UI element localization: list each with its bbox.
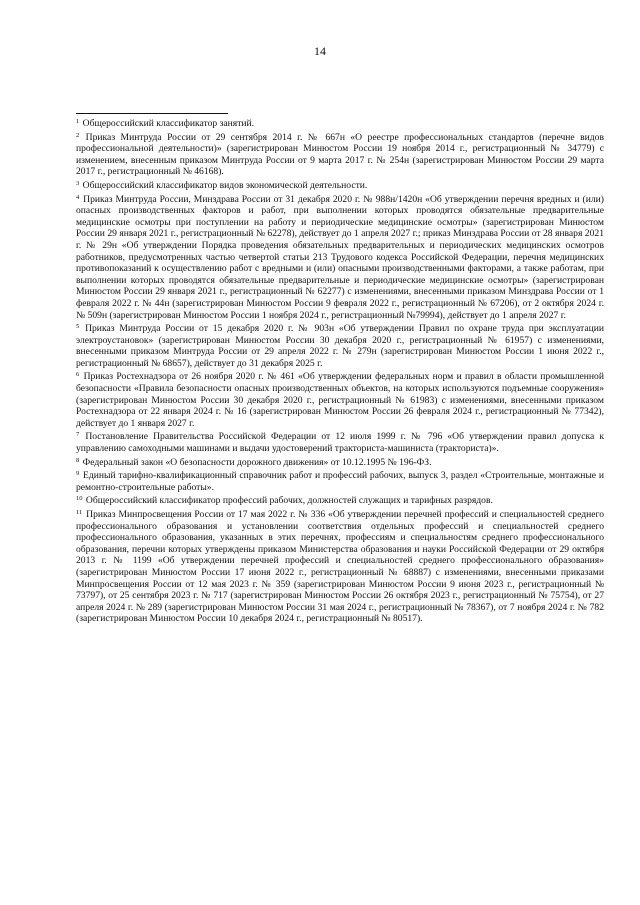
footnote xyxy=(76,431,604,454)
footnote-mark: 3 xyxy=(76,179,80,187)
footnote xyxy=(76,470,604,493)
footnote xyxy=(76,180,604,192)
footnote xyxy=(76,495,604,507)
footnote xyxy=(76,132,604,178)
footnote-mark: 4 xyxy=(76,193,80,201)
footnote-text: Приказ Минпросвещения России от 17 мая 2022 г. № 336 «Об утверждении перечней профессий и специальностей среднего профессионального образования и установлении соответствия отдельных профессий и специальностей среднего профессионального образования, указанных в этих перечнях, профессиям и специальностям среднего профессионального образования, перечни которых утверждены приказом Министерства образования и науки Российской Федерации от 29 октября 2013 г. № 1199 «Об утверждении перечней профессий и специальностей среднего профессионального образования» (зарегистрирован Минюстом России 17 июня 2022 г., регистрационный № 68887) с изменениями, внесенными приказами Минпросвещения России от 12 мая 2023 г. № 359 (зарегистрирован Минюстом России 9 июня 2023 г., регистрационный № 73797), от 25 сентября 2023 г. № 717 (зарегистрирован Минюстом России 26 октября 2023 г., регистрационный № 75754), от 27 апреля 2024 г. № 289 (зарегистрирован Минюстом России 31 мая 2024 г., регистрационный № 78367), от 7 ноября 2024 г. № 782 (зарегистрирован Минюстом России 10 декабря 2024 г., регистрационный № 80517). xyxy=(76,509,604,625)
footnote xyxy=(76,118,604,130)
footnote-text: Федеральный закон «О безопасности дорожного движения» от 10.12.1995 № 196-ФЗ. xyxy=(80,456,432,468)
footnote-mark: 8 xyxy=(76,456,80,464)
footnote-mark: 11 xyxy=(76,509,83,516)
footnote-mark: 10 xyxy=(76,495,83,503)
footnotes-list xyxy=(76,118,604,627)
footnote-text: Общероссийский классификатор занятий. xyxy=(80,118,255,129)
footnote-mark: 9 xyxy=(76,470,80,478)
footnote-mark: 2 xyxy=(76,131,80,139)
footnote-text: Приказ Минтруда России, Минздрава России от 31 декабря 2020 г. № 988н/1420н «Об утверждении перечня вредных и (или) опасных производственных факторов и работ, при выполнении которых проводятся обязательные предварительные медицинские осмотры при поступлении на работу и периодические медицинские осмотры» (зарегистрирован Минюстом России 29 января 2021 г., регистрационный № 62278), действует до 1 апреля 2027 г.; приказ Минздрава России от 28 января 2021 г. № 29н «Об утверждении Порядка проведения обязательных предварительных и периодических медицинских осмотров работников, предусмотренных частью четвертой статьи 213 Трудового кодекса Российской Федерации, перечня медицинских противопоказаний к осуществлению работ с вредными и (или) опасными производственными факторами, а также работам, при выполнении которых проводятся обязательные предварительные и периодические медицинские осмотры» (зарегистрирован Минюстом России 29 января 2021 г., регистрационный № 62277) с изменениями, внесенными приказом Минздрава России от 1 февраля 2022 г. № 44н (зарегистрирован Минюстом России 9 февраля 2022 г., регистрационный № 67206), от 2 октября 2024 г. № 509н (зарегистрирован Минюстом России 1 ноября 2024 г., регистрационный №79994), действует до 1 апреля 2027 г. xyxy=(76,193,604,321)
footnote-separator xyxy=(76,113,228,114)
footnote-text: Общероссийский классификатор видов экономической деятельности. xyxy=(80,179,368,191)
footnote-mark: 5 xyxy=(76,323,80,331)
footnote-text: Приказ Минтруда России от 15 декабря 2020 г. № 903н «Об утверждении Правил по охране труда при эксплуатации электроустановок» (зарегистрирован Минюстом России 30 декабря 2020 г., регистрационный № 61957) с изменениями, внесенными приказом Минтруда России от 29 апреля 2022 г. № 279н (зарегистрирован Минюстом России 1 июня 2022 г., регистрационный № 68657), действует до 31 декабря 2025 г. xyxy=(76,323,604,369)
footnote-mark: 7 xyxy=(76,431,80,439)
footnote-text: Постановление Правительства Российской Федерации от 12 июля 1999 г. № 796 «Об утверждении правил допуска к управлению самоходными машинами и выдачи удостоверений тракториста-машиниста (тракториста)». xyxy=(76,431,604,455)
footnote-mark: 1 xyxy=(76,118,80,125)
page-number: 14 xyxy=(314,44,326,58)
footnote-mark: 6 xyxy=(76,371,80,379)
footnote xyxy=(76,323,604,369)
footnote xyxy=(76,194,604,322)
footnote-text: Общероссийский классификатор профессий рабочих, должностей служащих и тарифных разрядов. xyxy=(83,495,493,507)
footnote xyxy=(76,457,604,469)
footnote xyxy=(76,509,604,625)
footnote-text: Единый тарифно-квалификационный справочник работ и профессий рабочих, выпуск 3, раздел «Строительные, монтажные и ремонтно-строительные работы». xyxy=(76,470,604,493)
footnote-text: Приказ Ростехнадзора от 26 ноября 2020 г. № 461 «Об утверждении федеральных норм и правил в области промышленной безопасности «Правила безопасности опасных производственных объектов, на которых используются подъемные сооружения» (зарегистрирован Минюстом России 30 декабря 2020 г., регистрационный № 61983) с изменениями, внесенными приказом Ростехнадзора от 22 января 2024 г. № 16 (зарегистрирован Минюстом России 26 февраля 2024 г., регистрационный № 77342), действует до 1 января 2027 г. xyxy=(76,371,604,429)
footnote xyxy=(76,371,604,429)
footnote-text: Приказ Минтруда России от 29 сентября 2014 г. № 667н «О реестре профессиональных стандартов (перечне видов профессиональной деятельности)» (зарегистрирован Минюстом России 19 ноября 2014 г., регистрационный № 34779) с изменением, внесенным приказом Минтруда России от 9 марта 2017 г. № 254н (зарегистрирован Минюстом России 29 марта 2017 г., регистрационный № 46168). xyxy=(76,131,604,178)
